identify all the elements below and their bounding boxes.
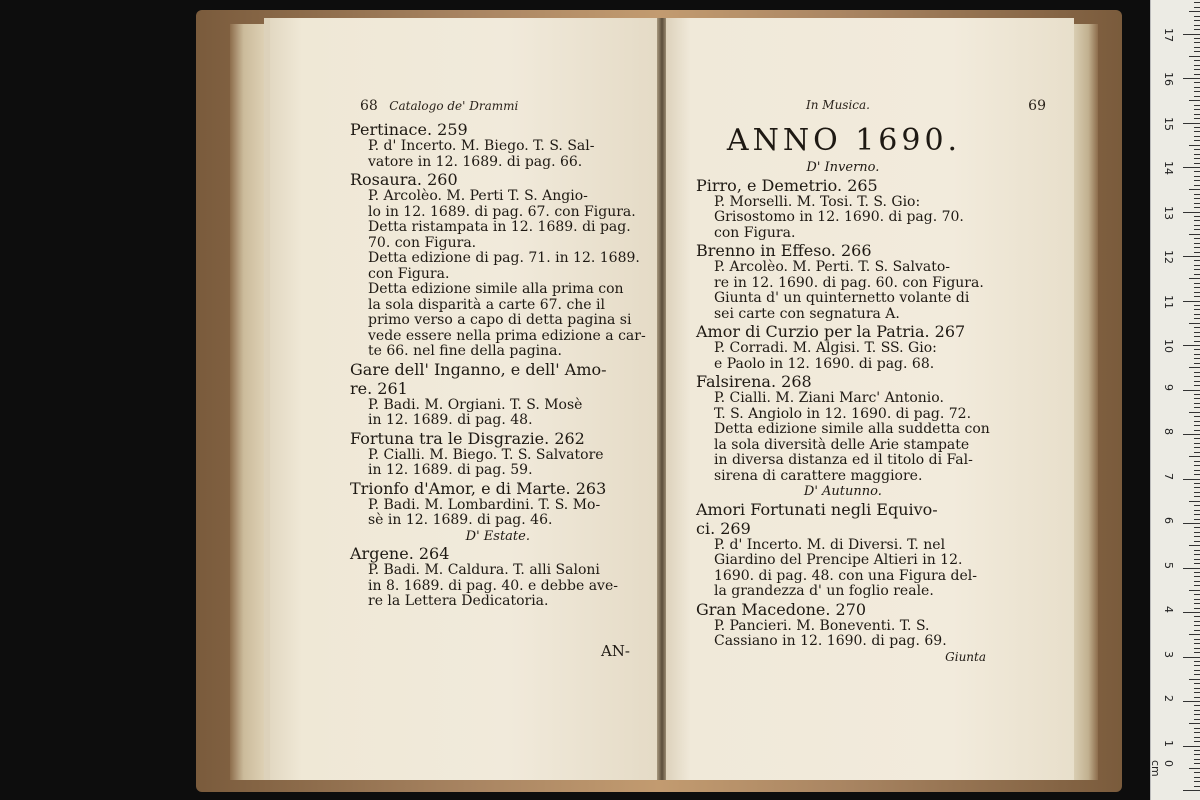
- ruler-tick: [1194, 505, 1200, 506]
- ruler-tick: [1194, 136, 1200, 137]
- ruler-tick: [1189, 11, 1200, 12]
- ruler-tick: [1194, 171, 1200, 172]
- ruler-tick: [1183, 34, 1200, 35]
- ruler-label: 17: [1162, 27, 1175, 42]
- ruler-tick: [1183, 657, 1200, 658]
- ruler-tick: [1189, 189, 1200, 190]
- ruler-tick: [1194, 519, 1200, 520]
- ruler-label: 13: [1162, 205, 1175, 220]
- ruler-tick: [1183, 612, 1200, 613]
- text-line: Detta edizione simile alla prima con: [368, 281, 624, 297]
- text-line: Gran Macedone. 270: [696, 599, 867, 619]
- ruler-tick: [1194, 158, 1200, 159]
- text-line: sè in 12. 1689. di pag. 46.: [368, 512, 553, 528]
- ruler-tick: [1194, 140, 1200, 141]
- ruler-tick: [1194, 532, 1200, 533]
- ruler-tick: [1194, 643, 1200, 644]
- ruler-tick: [1194, 216, 1200, 217]
- ruler-tick: [1194, 536, 1200, 537]
- ruler-tick: [1194, 674, 1200, 675]
- left-page-edges: [230, 24, 264, 780]
- right-catchword: Giunta: [945, 649, 986, 664]
- ruler-tick: [1189, 367, 1200, 368]
- text-line: P. Badi. M. Caldura. T. alli Saloni: [368, 562, 600, 578]
- ruler-tick: [1189, 278, 1200, 279]
- right-running-title: In Musica.: [806, 98, 870, 112]
- ruler-label: 8: [1162, 428, 1175, 435]
- text-line: con Figura.: [714, 224, 796, 241]
- ruler-tick: [1194, 670, 1200, 671]
- text-line: Pirro, e Demetrio. 265: [696, 175, 878, 195]
- ruler-tick: [1194, 487, 1200, 488]
- ruler-tick: [1194, 358, 1200, 359]
- ruler-tick: [1194, 665, 1200, 666]
- text-line: P. Cialli. M. Ziani Marc' Antonio.: [714, 390, 944, 406]
- text-line: D' Autunno.: [803, 484, 882, 499]
- text-line: Detta ristampata in 12. 1689. di pag.: [368, 219, 631, 235]
- text-line: Pertinace. 259: [350, 120, 468, 139]
- measuring-ruler: [1150, 0, 1200, 800]
- ruler-tick: [1189, 234, 1200, 235]
- ruler-tick: [1194, 287, 1200, 288]
- ruler-tick: [1194, 376, 1200, 377]
- ruler-tick: [1194, 109, 1200, 110]
- right-page-text: [696, 160, 990, 665]
- ruler-tick: [1194, 65, 1200, 66]
- text-line: in 12. 1689. di pag. 59.: [368, 462, 533, 478]
- text-line: P. Badi. M. Lombardini. T. S. Mo-: [368, 496, 601, 513]
- ruler-tick: [1194, 559, 1200, 560]
- left-page-text: [350, 120, 646, 659]
- text-line: lo in 12. 1689. di pag. 67. con Figura.: [368, 203, 636, 220]
- ruler-label: 15: [1162, 116, 1175, 131]
- ruler-tick: [1194, 510, 1200, 511]
- ruler-tick: [1194, 269, 1200, 270]
- ruler-tick: [1183, 523, 1200, 524]
- ruler-tick: [1194, 425, 1200, 426]
- ruler-tick: [1194, 750, 1200, 751]
- ruler-tick: [1189, 145, 1200, 146]
- ruler-tick: [1194, 252, 1200, 253]
- ruler-tick: [1194, 443, 1200, 444]
- ruler-tick: [1189, 723, 1200, 724]
- ruler-tick: [1183, 256, 1200, 257]
- ruler-tick: [1194, 260, 1200, 261]
- text-line: P. d' Incerto. M. Biego. T. S. Sal-: [368, 138, 595, 154]
- ruler-tick: [1183, 790, 1200, 791]
- ruler-label: 6: [1162, 517, 1175, 524]
- ruler-label: 1: [1162, 739, 1175, 747]
- ruler-tick: [1194, 514, 1200, 515]
- ruler-tick: [1194, 630, 1200, 631]
- ruler-label: 0 cm: [1149, 760, 1175, 777]
- left-page: [264, 18, 665, 780]
- ruler-tick: [1194, 91, 1200, 92]
- ruler-tick: [1194, 69, 1200, 70]
- book-spread: [196, 10, 1122, 792]
- ruler-tick: [1194, 265, 1200, 266]
- text-line: con Figura.: [368, 265, 450, 282]
- text-line: in 12. 1689. di pag. 48.: [368, 412, 533, 428]
- ruler-tick: [1194, 185, 1200, 186]
- ruler-tick: [1194, 705, 1200, 706]
- ruler-tick: [1189, 634, 1200, 635]
- ruler-tick: [1194, 220, 1200, 221]
- ruler-tick: [1194, 759, 1200, 760]
- ruler-tick: [1194, 283, 1200, 284]
- left-catchword: AN-: [600, 641, 630, 660]
- ruler-tick: [1194, 274, 1200, 275]
- text-line: vatore in 12. 1689. di pag. 66.: [368, 153, 583, 170]
- ruler-tick: [1194, 438, 1200, 439]
- ruler-tick: [1194, 421, 1200, 422]
- ruler-tick: [1194, 599, 1200, 600]
- text-line: D' Inverno.: [806, 160, 880, 175]
- ruler-tick: [1194, 296, 1200, 297]
- ruler-tick: [1183, 345, 1200, 346]
- ruler-tick: [1194, 461, 1200, 462]
- right-running-head: [806, 98, 1046, 114]
- ruler-tick: [1194, 572, 1200, 573]
- ruler-tick: [1194, 42, 1200, 43]
- text-line: la sola disparità a carte 67. che il: [368, 296, 605, 313]
- ruler-tick: [1194, 492, 1200, 493]
- text-line: sirena di carattere maggiore.: [714, 467, 923, 484]
- ruler-tick: [1183, 212, 1200, 213]
- ruler-tick: [1194, 621, 1200, 622]
- ruler-tick: [1194, 550, 1200, 551]
- ruler-tick: [1194, 483, 1200, 484]
- ruler-label: 3: [1162, 650, 1175, 658]
- left-running-title: Catalogo de' Drammi: [389, 99, 519, 113]
- ruler-tick: [1194, 363, 1200, 364]
- ruler-tick: [1194, 777, 1200, 778]
- ruler-tick: [1189, 100, 1200, 101]
- ruler-tick: [1194, 29, 1200, 30]
- ruler-tick: [1194, 180, 1200, 181]
- ruler-tick: [1194, 332, 1200, 333]
- text-line: Giardino del Prencipe Altieri in 12.: [714, 552, 963, 568]
- ruler-tick: [1189, 56, 1200, 57]
- ruler-tick: [1194, 105, 1200, 106]
- ruler-tick: [1194, 96, 1200, 97]
- ruler-tick: [1194, 176, 1200, 177]
- ruler-tick: [1194, 394, 1200, 395]
- ruler-tick: [1194, 82, 1200, 83]
- ruler-tick: [1183, 479, 1200, 480]
- ruler-tick: [1183, 434, 1200, 435]
- right-page: [666, 18, 1074, 780]
- text-line: 1690. di pag. 48. con una Figura del-: [714, 567, 977, 584]
- ruler-tick: [1194, 243, 1200, 244]
- text-line: P. Pancieri. M. Boneventi. T. S.: [714, 617, 930, 634]
- text-line: vede essere nella prima edizione a car-: [368, 327, 646, 344]
- text-line: Falsirena. 268: [696, 372, 812, 391]
- ruler-tick: [1194, 452, 1200, 453]
- ruler-tick: [1194, 341, 1200, 342]
- ruler-tick: [1194, 194, 1200, 195]
- ruler-tick: [1189, 679, 1200, 680]
- text-line: P. Corradi. M. Algisi. T. SS. Gio:: [714, 340, 937, 356]
- ruler-tick: [1189, 323, 1200, 324]
- ruler-tick: [1194, 714, 1200, 715]
- ruler-tick: [1194, 737, 1200, 738]
- ruler-tick: [1194, 2, 1200, 3]
- ruler-tick: [1194, 772, 1200, 773]
- ruler-tick: [1194, 131, 1200, 132]
- text-line: in 8. 1689. di pag. 40. e debbe ave-: [368, 577, 618, 594]
- text-line: P. Arcolèo. M. Perti. T. S. Salvato-: [714, 259, 951, 275]
- text-line: 70. con Figura.: [368, 234, 477, 251]
- text-line: in diversa distanza ed il titolo di Fal-: [714, 452, 973, 468]
- ruler-tick: [1194, 398, 1200, 399]
- ruler-tick: [1194, 581, 1200, 582]
- ruler-label: 4: [1162, 606, 1175, 613]
- ruler-tick: [1194, 47, 1200, 48]
- ruler-tick: [1194, 238, 1200, 239]
- text-line: Gare dell' Inganno, e dell' Amo-: [350, 359, 607, 379]
- ruler-label: 16: [1162, 72, 1175, 86]
- ruler-tick: [1194, 465, 1200, 466]
- ruler-tick: [1194, 554, 1200, 555]
- ruler-tick: [1194, 225, 1200, 226]
- ruler-label: 14: [1162, 161, 1175, 175]
- ruler-tick: [1183, 123, 1200, 124]
- ruler-tick: [1194, 754, 1200, 755]
- ruler-tick: [1194, 603, 1200, 604]
- text-line: Amor di Curzio per la Patria. 267: [696, 322, 966, 341]
- text-line: Fortuna tra le Disgrazie. 262: [350, 428, 585, 448]
- ruler-tick: [1194, 309, 1200, 310]
- ruler-tick: [1183, 701, 1200, 702]
- ruler-tick: [1189, 412, 1200, 413]
- ruler-label: 5: [1162, 561, 1175, 569]
- ruler-tick: [1194, 372, 1200, 373]
- ruler-tick: [1189, 768, 1200, 769]
- ruler-tick: [1194, 385, 1200, 386]
- ruler-tick: [1194, 563, 1200, 564]
- ruler-tick: [1194, 416, 1200, 417]
- ruler-tick: [1194, 87, 1200, 88]
- text-line: e Paolo in 12. 1690. di pag. 68.: [714, 355, 935, 372]
- text-line: ci. 269: [696, 518, 751, 538]
- left-running-head: [360, 98, 518, 114]
- text-line: la sola diversità delle Arie stampate: [714, 436, 970, 453]
- ruler-tick: [1194, 652, 1200, 653]
- ruler-tick: [1194, 207, 1200, 208]
- ruler-tick: [1194, 763, 1200, 764]
- ruler-tick: [1194, 16, 1200, 17]
- ruler-tick: [1194, 496, 1200, 497]
- ruler-tick: [1194, 229, 1200, 230]
- text-line: P. d' Incerto. M. di Diversi. T. nel: [714, 536, 946, 553]
- text-line: primo verso a capo di detta pagina si: [368, 312, 632, 328]
- text-line: re. 261: [350, 378, 408, 398]
- text-line: D' Estate.: [465, 528, 530, 544]
- ruler-tick: [1194, 688, 1200, 689]
- text-line: la grandezza d' un foglio reale.: [714, 583, 934, 599]
- ruler-tick: [1194, 349, 1200, 350]
- text-line: Giunta d' un quinternetto volante di: [714, 290, 970, 306]
- ruler-tick: [1194, 305, 1200, 306]
- ruler-tick: [1194, 127, 1200, 128]
- ruler-tick: [1194, 741, 1200, 742]
- ruler-tick: [1194, 541, 1200, 542]
- ruler-tick: [1194, 625, 1200, 626]
- ruler-tick: [1194, 198, 1200, 199]
- right-heading: [694, 122, 994, 160]
- ruler-tick: [1183, 78, 1200, 79]
- text-line: Amori Fortunati negli Equivo-: [696, 499, 938, 519]
- ruler-tick: [1194, 114, 1200, 115]
- ruler-tick: [1194, 474, 1200, 475]
- ruler-tick: [1183, 301, 1200, 302]
- ruler-tick: [1194, 608, 1200, 609]
- ruler-tick: [1194, 154, 1200, 155]
- ruler-tick: [1183, 390, 1200, 391]
- ruler-tick: [1194, 692, 1200, 693]
- ruler-tick: [1194, 51, 1200, 52]
- ruler-tick: [1194, 527, 1200, 528]
- text-line: Argene. 264: [350, 544, 450, 563]
- ruler-tick: [1194, 381, 1200, 382]
- text-line: P. Cialli. M. Biego. T. S. Salvatore: [368, 446, 604, 463]
- text-line: T. S. Angiolo in 12. 1690. di pag. 72.: [714, 405, 972, 422]
- text-line: Cassiano in 12. 1690. di pag. 69.: [714, 633, 947, 649]
- ruler-tick: [1194, 616, 1200, 617]
- ruler-tick: [1194, 648, 1200, 649]
- ruler-tick: [1194, 118, 1200, 119]
- text-line: re la Lettera Dedicatoria.: [368, 593, 549, 609]
- ruler-tick: [1189, 456, 1200, 457]
- ruler-tick: [1194, 447, 1200, 448]
- ruler-tick: [1194, 661, 1200, 662]
- ruler-tick: [1194, 7, 1200, 8]
- left-page-number: 68: [360, 98, 378, 114]
- ruler-label: 2: [1162, 695, 1175, 702]
- ruler-tick: [1194, 786, 1200, 787]
- ruler-tick: [1194, 25, 1200, 26]
- text-line: Brenno in Effeso. 266: [696, 241, 872, 260]
- ruler-tick: [1194, 318, 1200, 319]
- text-line: P. Badi. M. Orgiani. T. S. Mosè: [368, 396, 583, 413]
- ruler-tick: [1194, 38, 1200, 39]
- ruler-tick: [1194, 149, 1200, 150]
- ruler-tick: [1194, 430, 1200, 431]
- ruler-tick: [1194, 292, 1200, 293]
- ruler-tick: [1194, 719, 1200, 720]
- ruler-tick: [1194, 697, 1200, 698]
- right-page-edges: [1074, 24, 1098, 780]
- ruler-label: 9: [1162, 383, 1175, 391]
- text-line: Detta edizione simile alla suddetta con: [714, 421, 990, 437]
- text-line: re in 12. 1690. di pag. 60. con Figura.: [714, 274, 984, 291]
- year-heading: ANNO 1690.: [726, 123, 962, 158]
- ruler-label: 12: [1162, 250, 1175, 264]
- text-line: Trionfo d'Amor, e di Marte. 263: [350, 478, 607, 498]
- text-line: P. Morselli. M. Tosi. T. S. Gio:: [714, 193, 921, 210]
- ruler-tick: [1194, 407, 1200, 408]
- ruler-tick: [1194, 20, 1200, 21]
- ruler-tick: [1194, 327, 1200, 328]
- ruler-tick: [1183, 568, 1200, 569]
- ruler-tick: [1194, 314, 1200, 315]
- ruler-tick: [1194, 60, 1200, 61]
- text-line: te 66. nel fine della pagina.: [368, 343, 562, 359]
- ruler-tick: [1194, 732, 1200, 733]
- ruler-tick: [1189, 501, 1200, 502]
- ruler-tick: [1194, 354, 1200, 355]
- ruler-tick: [1194, 403, 1200, 404]
- text-line: Grisostomo in 12. 1690. di pag. 70.: [714, 209, 964, 225]
- ruler-tick: [1194, 594, 1200, 595]
- ruler-tick: [1194, 203, 1200, 204]
- text-line: Detta edizione di pag. 71. in 12. 1689.: [368, 250, 640, 266]
- ruler-tick: [1189, 545, 1200, 546]
- ruler-tick: [1194, 247, 1200, 248]
- ruler-tick: [1189, 590, 1200, 591]
- ruler-tick: [1194, 781, 1200, 782]
- text-line: Rosaura. 260: [350, 170, 458, 189]
- ruler-label: 11: [1162, 294, 1175, 309]
- ruler-tick: [1183, 167, 1200, 168]
- ruler-tick: [1194, 576, 1200, 577]
- ruler-tick: [1194, 728, 1200, 729]
- ruler-label: 10: [1162, 339, 1175, 353]
- ruler-tick: [1194, 74, 1200, 75]
- ruler-tick: [1194, 639, 1200, 640]
- right-page-number: 69: [1028, 98, 1046, 114]
- ruler-tick: [1183, 746, 1200, 747]
- ruler-tick: [1194, 585, 1200, 586]
- ruler-tick: [1194, 163, 1200, 164]
- ruler-tick: [1194, 470, 1200, 471]
- ruler-label: 7: [1162, 472, 1175, 480]
- text-line: sei carte con segnatura A.: [714, 305, 900, 322]
- ruler-tick: [1194, 710, 1200, 711]
- ruler-tick: [1194, 336, 1200, 337]
- text-line: P. Arcolèo. M. Perti T. S. Angio-: [368, 188, 588, 204]
- ruler-tick: [1194, 683, 1200, 684]
